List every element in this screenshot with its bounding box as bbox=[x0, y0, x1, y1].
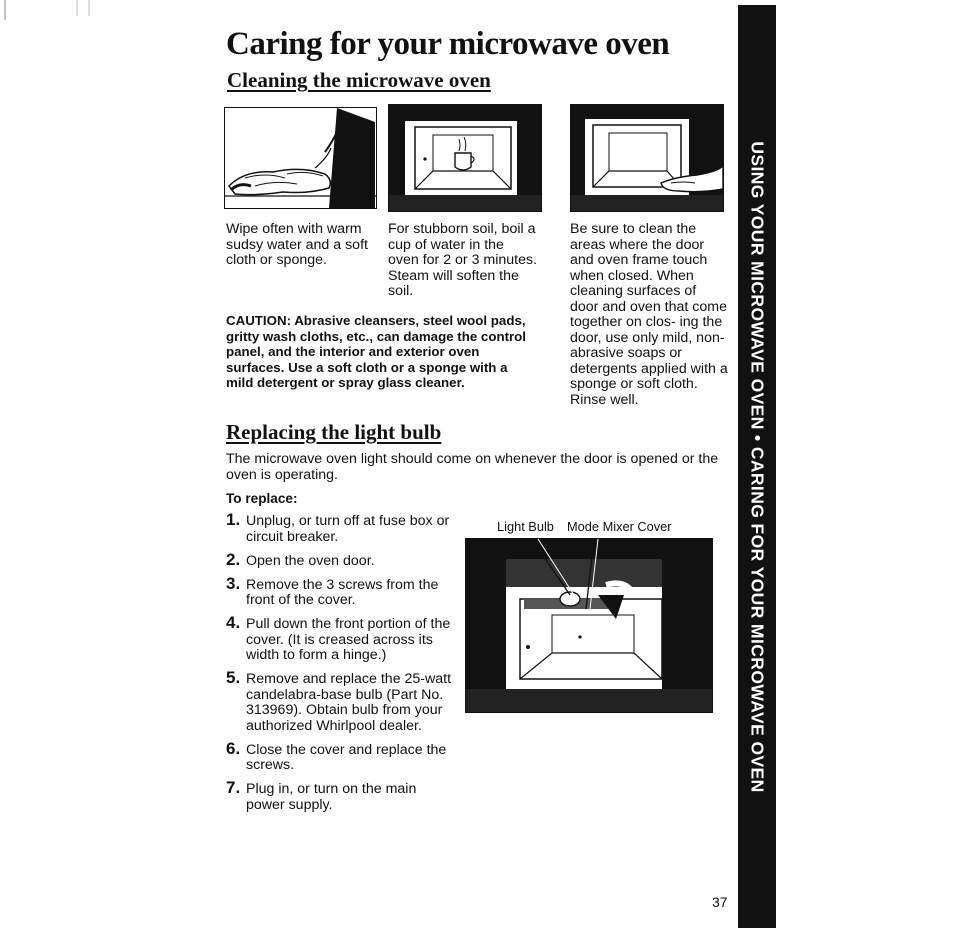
step-item bbox=[226, 668, 458, 734]
light-bulb-label: Light Bulb bbox=[497, 519, 554, 534]
step-item bbox=[226, 778, 458, 813]
boil-water-illustration bbox=[388, 104, 542, 212]
caution-text: Abrasive cleansers, steel wool pads, gritty wash cloths, etc., can damage the control panel, and the interior and exterior oven surfaces. Use a soft cloth or a sponge with a mild detergent or spray glass cleaner. bbox=[226, 313, 526, 390]
step-number: 5. bbox=[226, 668, 241, 687]
step-text: Remove and replace the 25-watt candelabra-base bulb (Part No. 313969). Obtain bulb from your authorized Whirlpool dealer. bbox=[246, 671, 452, 734]
step-text: Close the cover and replace the screws. bbox=[246, 741, 447, 773]
page-title: Caring for your microwave oven bbox=[226, 26, 670, 62]
step-text: Remove the 3 screws from the front of the cover. bbox=[246, 576, 439, 608]
wipe-illustration bbox=[224, 107, 377, 209]
step-number: 1. bbox=[226, 510, 241, 529]
to-replace-label: To replace: bbox=[226, 491, 298, 506]
step-text: Plug in, or turn on the main power supply. bbox=[246, 781, 417, 813]
bulb-intro: The microwave oven light should come on whenever the door is opened or the oven is operating. bbox=[226, 451, 719, 483]
step-item bbox=[226, 573, 458, 609]
cleaning-col3: Be sure to clean the areas where the door and oven frame touch when closed. When cleaning surfaces of door and oven that come together on clos- ing the door, use only mild, non-abrasive soaps or detergents applied with a sponge or soft cloth. Rinse well. bbox=[570, 221, 728, 408]
step-number: 3. bbox=[226, 573, 241, 593]
caution-note bbox=[226, 313, 526, 391]
step-text: Pull down the front portion of the cover. (It is creased across its width to form a hinge.) bbox=[246, 616, 451, 663]
step-number: 7. bbox=[226, 778, 241, 797]
step-item bbox=[226, 510, 458, 545]
sidebar-label: USING YOUR MICROWAVE OVEN • CARING FOR YOUR MICROWAVE OVEN bbox=[747, 141, 768, 793]
light-bulb-diagram bbox=[465, 538, 713, 713]
binding-marks bbox=[3, 0, 93, 22]
door-frame-illustration bbox=[570, 104, 724, 212]
replace-steps-list bbox=[226, 510, 458, 822]
step-number: 6. bbox=[226, 738, 241, 758]
cleaning-heading: Cleaning the microwave oven bbox=[227, 68, 491, 92]
step-number: 2. bbox=[226, 549, 241, 569]
cleaning-col1: Wipe often with warm sudsy water and a soft cloth or sponge. bbox=[226, 221, 368, 268]
step-item bbox=[226, 613, 458, 664]
step-item bbox=[226, 738, 458, 774]
mode-mixer-cover-label: Mode Mixer Cover bbox=[567, 519, 672, 534]
step-text: Unplug, or turn off at fuse box or circuit breaker. bbox=[246, 513, 450, 545]
caution-label: CAUTION: bbox=[226, 313, 291, 328]
step-text: Open the oven door. bbox=[246, 552, 375, 569]
step-item bbox=[226, 549, 458, 570]
cleaning-col2: For stubborn soil, boil a cup of water in the oven for 2 or 3 minutes. Steam will soften the soil. bbox=[388, 221, 538, 299]
page-number: 37 bbox=[712, 894, 728, 910]
step-number: 4. bbox=[226, 613, 241, 632]
bulb-heading: Replacing the light bulb bbox=[226, 420, 442, 444]
section-sidebar-tab bbox=[738, 5, 776, 928]
